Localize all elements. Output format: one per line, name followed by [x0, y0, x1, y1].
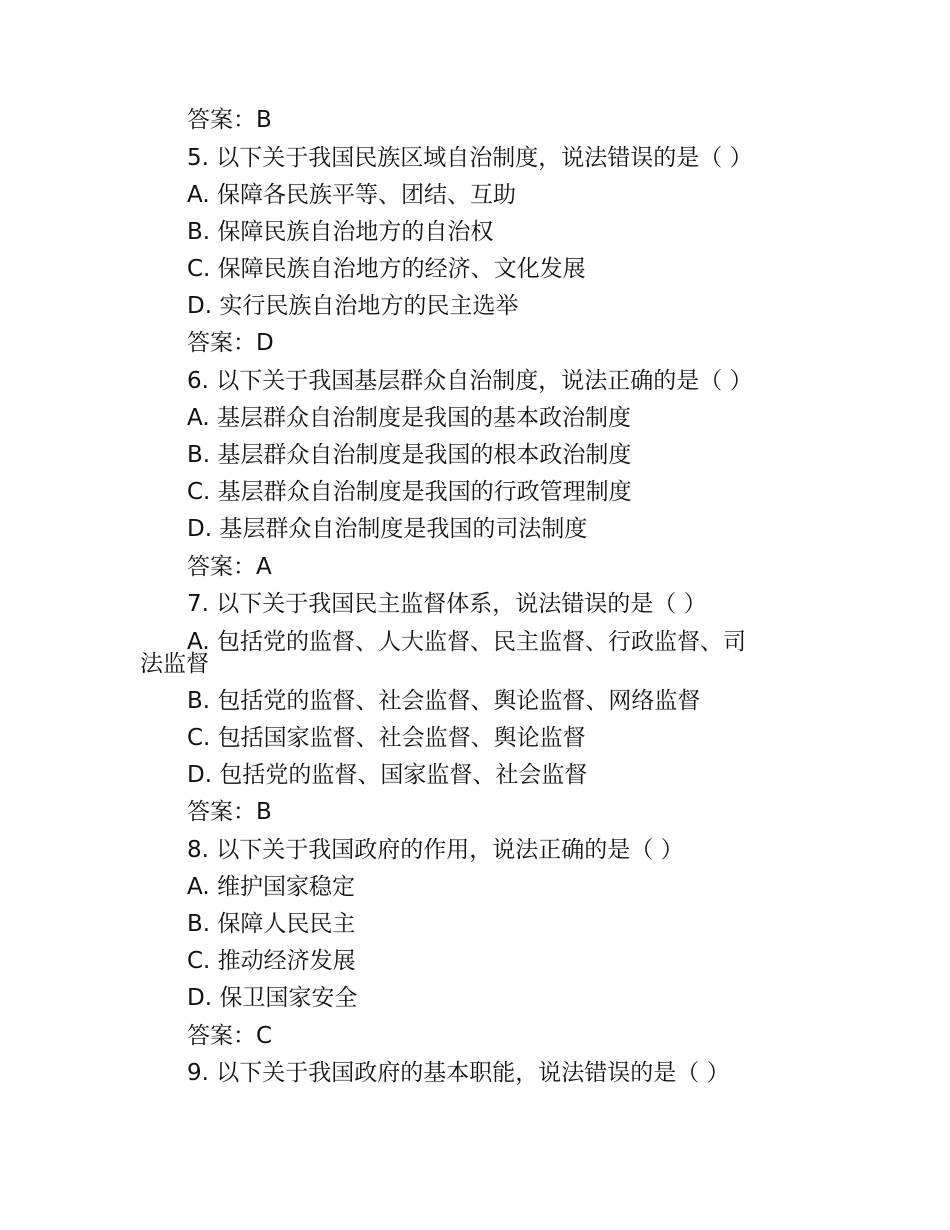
question-line: 8. 以下关于我国政府的作用，说法正确的是（ ） — [187, 837, 684, 863]
answer-line: 答案：C — [187, 1023, 273, 1049]
option-line: A. 基层群众自治制度是我国的基本政治制度 — [187, 405, 631, 431]
option-line: B. 保障人民民主 — [187, 911, 356, 937]
option-line: D. 实行民族自治地方的民主选举 — [187, 293, 519, 319]
question-line: 9. 以下关于我国政府的基本职能，说法错误的是（ ） — [187, 1060, 730, 1086]
answer-line: 答案：A — [187, 554, 272, 580]
option-line: C. 包括国家监督、社会监督、舆论监督 — [187, 725, 586, 751]
option-line: C. 保障民族自治地方的经济、文化发展 — [187, 256, 586, 282]
option-line: C. 推动经济发展 — [187, 948, 356, 974]
option-line: B. 保障民族自治地方的自治权 — [187, 219, 494, 245]
option-line: D. 包括党的监督、国家监督、社会监督 — [187, 762, 588, 788]
option-line-continuation: 法监督 — [140, 651, 209, 677]
answer-line: 答案：B — [187, 799, 272, 825]
question-line: 7. 以下关于我国民主监督体系，说法错误的是（ ） — [187, 591, 707, 617]
option-line: A. 包括党的监督、人大监督、民主监督、行政监督、司 — [187, 629, 746, 655]
option-line: D. 保卫国家安全 — [187, 985, 358, 1011]
question-line: 6. 以下关于我国基层群众自治制度，说法正确的是（ ） — [187, 368, 753, 394]
question-line: 5. 以下关于我国民族区域自治制度，说法错误的是（ ） — [187, 145, 753, 171]
option-line: A. 维护国家稳定 — [187, 874, 355, 900]
answer-line: 答案：D — [187, 330, 274, 356]
answer-line: 答案：B — [187, 107, 272, 133]
option-line: A. 保障各民族平等、团结、互助 — [187, 182, 516, 208]
option-line: C. 基层群众自治制度是我国的行政管理制度 — [187, 479, 632, 505]
option-line: D. 基层群众自治制度是我国的司法制度 — [187, 516, 588, 542]
option-line: B. 基层群众自治制度是我国的根本政治制度 — [187, 442, 632, 468]
option-line: B. 包括党的监督、社会监督、舆论监督、网络监督 — [187, 688, 701, 714]
